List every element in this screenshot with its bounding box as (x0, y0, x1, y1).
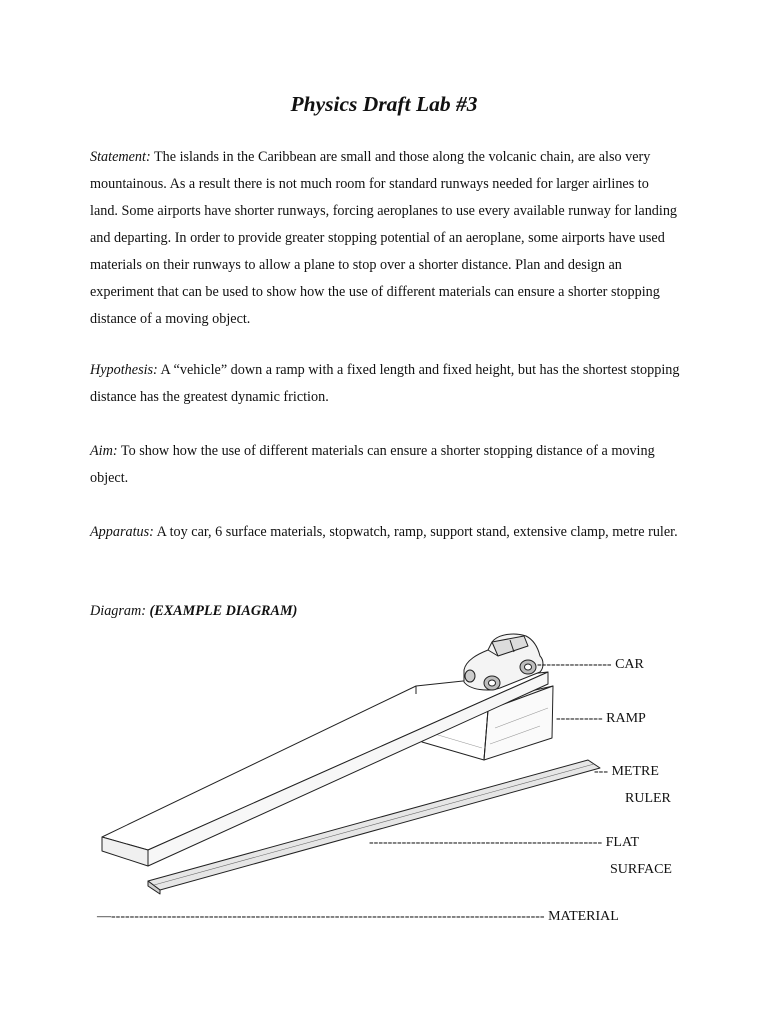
apparatus-paragraph (90, 519, 680, 546)
apparatus-label: Apparatus: (90, 524, 154, 540)
statement-paragraph (90, 144, 680, 333)
callout-material: —--------------------------------------------------------------------------------------------- MATERIAL (97, 909, 619, 924)
callout-flat-surface-line1: -------------------------------------------------- FLAT (369, 835, 640, 850)
apparatus-text: A toy car, 6 surface materials, stopwatch, ramp, support stand, extensive clamp, metre ruler. (156, 524, 678, 540)
page-title: Physics Draft Lab #3 (290, 92, 478, 116)
hypothesis-paragraph (90, 357, 680, 411)
aim-text: To show how the use of different materials can ensure a shorter stopping distance of a moving object. (90, 443, 655, 486)
callout-car: ---------------- CAR (537, 657, 644, 672)
hypothesis-text: A “vehicle” down a ramp with a fixed length and fixed height, but has the shortest stopping distance has the greatest dynamic friction. (90, 362, 680, 405)
statement-text: The islands in the Caribbean are small and those along the volcanic chain, are also very mountainous. As a result there is not much room for standard runways needed for larger airlines to land. Some airports have shorter runways, forcing aeroplanes to use every available runway for landing and departing. In order to provide greater stopping potential of an aeroplane, some airports have used materials on their runways to allow a plane to stop over a shorter distance. Plan and design an experiment that can be used to show how the use of different materials can ensure a shorter stopping distance of a moving object. (90, 149, 678, 327)
aim-paragraph (90, 438, 680, 492)
callout-metre-ruler-line1: --- METRE (594, 764, 659, 779)
diagram-note: (EXAMPLE DIAGRAM) (149, 603, 298, 619)
callout-ramp: ---------- RAMP (556, 711, 646, 726)
aim-label: Aim: (90, 443, 118, 459)
diagram-label: Diagram: (90, 603, 146, 619)
callout-metre-ruler-line2: RULER (625, 791, 671, 806)
callout-flat-surface-line2: SURFACE (610, 862, 672, 877)
statement-label: Statement: (90, 149, 151, 165)
hypothesis-label: Hypothesis: (90, 362, 158, 378)
